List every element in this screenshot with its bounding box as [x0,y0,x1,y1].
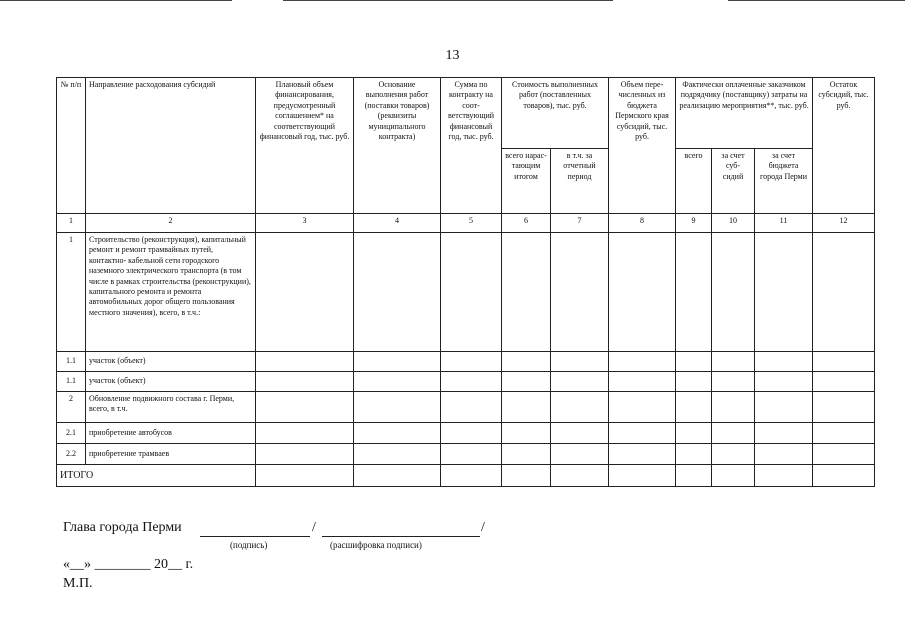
column-number: 11 [755,214,813,233]
top-rule-center [283,0,613,1]
column-number: 5 [441,214,502,233]
row-number: 2.2 [57,444,86,465]
column-number: 10 [712,214,755,233]
header-num: № п/п [57,78,86,214]
slash-separator: / [312,520,316,535]
header-planned: Плановый объем финансирования, предусмотренный соглашением* на соответствующий финансовый год, тыс. руб. [256,78,354,214]
row-description: участок (объект) [86,352,256,372]
row-number: 2 [57,392,86,423]
signature-caption: (подпись) [230,540,268,550]
header-cost-group: Стоимость выполненных работ (поставленных товаров), тыс. руб. [502,78,609,149]
row-number: 1 [57,233,86,352]
stamp-placeholder: М.П. [63,576,93,591]
row-description: участок (объект) [86,372,256,392]
signature-line [200,536,310,537]
header-basis: Основание выполнения работ (поставки товаров) (реквизиты муниципального контракта) [354,78,441,214]
column-number: 9 [676,214,712,233]
row-description: приобретение автобусов [86,423,256,444]
header-row-top [57,78,875,149]
row-number: 2.1 [57,423,86,444]
column-number-row [57,214,875,233]
header-contract-sum: Сумма по контракту на соот- ветствующий финансовый год, тыс. руб. [441,78,502,214]
page-number: 13 [445,48,460,63]
row-description: Обновление подвижного состава г. Перми, всего, в т.ч. [86,392,256,423]
column-number: 1 [57,214,86,233]
header-transferred: Объем пере- численных из бюджета Пермского края субсидий, тыс. руб. [609,78,676,214]
row-number: 1.1 [57,372,86,392]
header-cost-total: всего нарас- тающим итогом [502,149,551,214]
top-rule-left [0,0,232,1]
date-line: «__» ________ 20__ г. [63,557,194,572]
signature-title: Глава города Перми [63,520,182,535]
header-paid-group: Фактически оплаченные заказчиком подрядчику (поставщику) затраты на реализацию мероприятия**, тыс. руб. [676,78,813,149]
table-row [57,444,875,465]
column-number: 3 [256,214,354,233]
column-number: 6 [502,214,551,233]
total-row [57,465,875,487]
top-rule-right [728,0,905,1]
header-paid-city: за счет бюджета города Перми [755,149,813,214]
header-paid-total: всего [676,149,712,214]
header-direction: Направление расходования субсидий [86,78,256,214]
column-number: 8 [609,214,676,233]
column-number: 4 [354,214,441,233]
table-row [57,372,875,392]
table-row [57,233,875,352]
table-row [57,423,875,444]
header-remainder: Остаток субсидий, тыс. руб. [813,78,875,214]
total-label: ИТОГО [57,465,256,487]
row-number: 1.1 [57,352,86,372]
signature-decode-line [322,536,480,537]
header-cost-period: в т.ч. за отчетный период [551,149,609,214]
row-description: Строительство (реконструкция), капитальный ремонт и ремонт трамвайных путей, контактно- кабельной сети городского наземного электрического транспорта (в том числе в рамках строительства (реконструкции), капитального ремонта и ремонта автомобильных дорог общего пользования местного значения), всего, в т.ч.: [86,233,256,352]
decode-caption: (расшифровка подписи) [330,540,422,550]
column-number: 12 [813,214,875,233]
header-paid-subsidy: за счет суб- сидий [712,149,755,214]
table-row [57,352,875,372]
subsidy-report-table [56,77,875,487]
row-description: приобретение трамваев [86,444,256,465]
slash-separator: / [481,520,485,535]
column-number: 2 [86,214,256,233]
column-number: 7 [551,214,609,233]
table-row [57,392,875,423]
